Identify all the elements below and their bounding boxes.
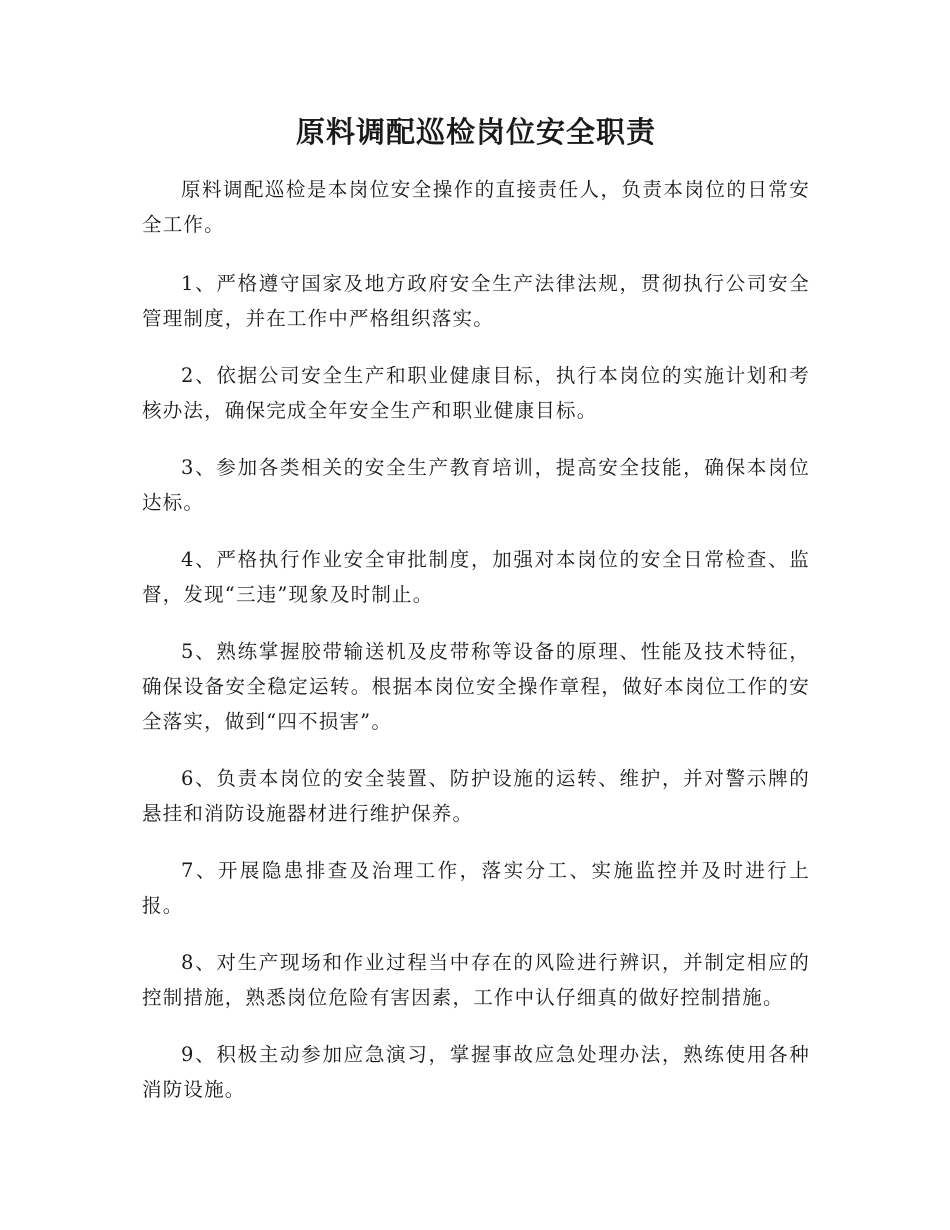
duty-item-5: 5、熟练掌握胶带输送机及皮带称等设备的原理、性能及技术特征，确保设备安全稳定运转。根据本岗位安全操作章程，做好本岗位工作的安全落实，做到“四不损害”。	[142, 640, 810, 733]
duty-item-1: 1、严格遵守国家及地方政府安全生产法律法规，贯彻执行公司安全管理制度，并在工作中严格组织落实。	[142, 272, 810, 330]
duty-item-6: 6、负责本岗位的安全装置、防护设施的运转、维护，并对警示牌的悬挂和消防设施器材进行维护保养。	[142, 767, 810, 825]
duty-item-4: 4、严格执行作业安全审批制度，加强对本岗位的安全日常检查、监督，发现“三违”现象及时制止。	[142, 548, 810, 606]
duty-item-3: 3、参加各类相关的安全生产教育培训，提高安全技能，确保本岗位达标。	[142, 456, 810, 514]
duty-item-2: 2、依据公司安全生产和职业健康目标，执行本岗位的实施计划和考核办法，确保完成全年安全生产和职业健康目标。	[142, 364, 810, 422]
intro-paragraph: 原料调配巡检是本岗位安全操作的直接责任人，负责本岗位的日常安全工作。	[142, 178, 810, 236]
duty-item-9: 9、积极主动参加应急演习，掌握事故应急处理办法，熟练使用各种消防设施。	[142, 1043, 810, 1101]
duty-item-8: 8、对生产现场和作业过程当中存在的风险进行辨识，并制定相应的控制措施，熟悉岗位危险有害因素，工作中认仔细真的做好控制措施。	[142, 951, 810, 1009]
duty-item-7: 7、开展隐患排查及治理工作，落实分工、实施监控并及时进行上报。	[142, 859, 810, 917]
document-title: 原料调配巡检岗位安全职责	[295, 115, 656, 149]
